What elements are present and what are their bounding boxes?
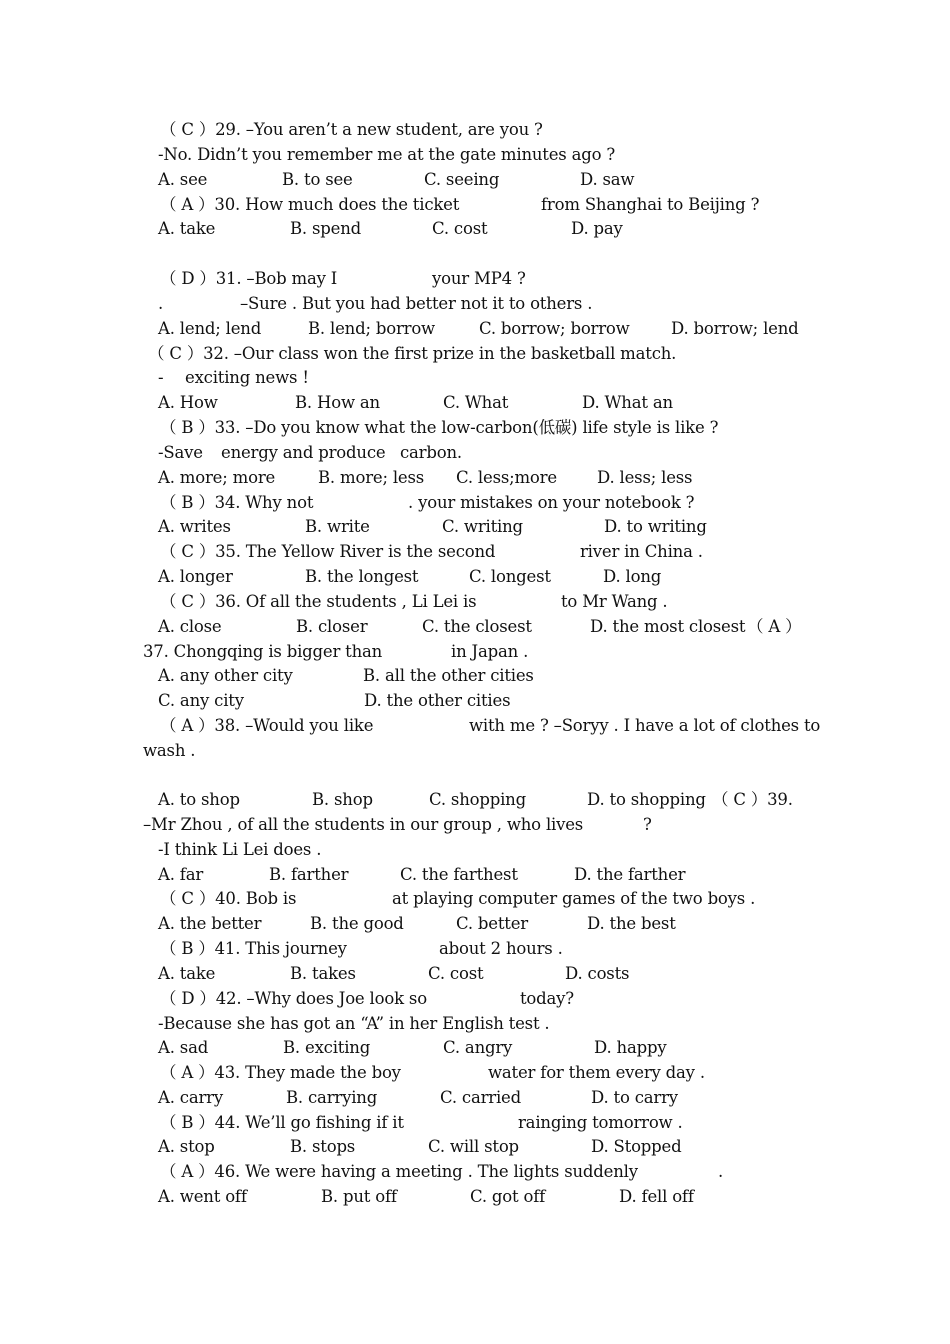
text-line: A. longer (158, 567, 233, 586)
text-line: 37. Chongqing is bigger than (143, 642, 383, 661)
text-line: D. happy (594, 1038, 667, 1057)
text-line: C. cost (432, 219, 488, 238)
text-line: - (158, 368, 164, 387)
text-line: B. the good (310, 914, 404, 933)
text-line: . (158, 294, 164, 313)
text-line: about 2 hours . (439, 939, 563, 958)
text-line: A. stop (158, 1137, 215, 1156)
text-line: C. seeing (424, 170, 500, 189)
text-line: A. to shop (158, 790, 240, 809)
text-line: C. will stop (428, 1137, 519, 1156)
text-line: D. What an (582, 393, 673, 412)
text-line: wash . (143, 741, 196, 760)
text-line: D. Stopped (591, 1137, 682, 1156)
text-line: D. to writing (604, 517, 707, 536)
text-line: B. lend; borrow (308, 319, 435, 338)
text-line: （ B ）41. This journey (160, 939, 347, 958)
text-line: D. borrow; lend (671, 319, 799, 338)
text-line: B. put off (321, 1187, 397, 1206)
text-line: （ A ）43. They made the boy (160, 1063, 401, 1082)
text-line: C. the farthest (400, 865, 518, 884)
text-line: D. costs (565, 964, 630, 983)
text-line: B. shop (312, 790, 373, 809)
text-line: C. writing (442, 517, 523, 536)
text-line: at playing computer games of the two boys . (392, 889, 756, 908)
text-line: （ C ）29. –You aren’t a new student, are you ? (160, 120, 543, 139)
text-line: B. takes (290, 964, 356, 983)
text-line: A. How (158, 393, 218, 412)
text-line: A. see (158, 170, 208, 189)
text-line: B. How an (295, 393, 380, 412)
text-line: today? (520, 989, 574, 1008)
text-line: D. fell off (619, 1187, 694, 1206)
text-line: in Japan . (451, 642, 529, 661)
text-line: B. the longest (305, 567, 419, 586)
text-line: D. long (603, 567, 662, 586)
text-line: carbon. (400, 443, 462, 462)
text-line: from Shanghai to Beijing ? (541, 195, 760, 214)
text-line: B. exciting (283, 1038, 371, 1057)
text-line: C. angry (443, 1038, 513, 1057)
text-line: B. to see (282, 170, 353, 189)
text-line: （ D ）42. –Why does Joe look so (160, 989, 427, 1008)
text-line: B. more; less (318, 468, 425, 487)
text-line: （ C ）40. Bob is (160, 889, 297, 908)
text-line: A. far (158, 865, 204, 884)
text-line: A. take (158, 219, 216, 238)
text-line: your MP4 ? (432, 269, 526, 288)
text-line: C. less;more (456, 468, 557, 487)
text-line: （ A ） (747, 617, 802, 636)
text-line: B. spend (290, 219, 361, 238)
text-line: A. more; more (158, 468, 276, 487)
text-line: A. any other city (158, 666, 293, 685)
text-line: D. pay (571, 219, 623, 238)
text-line: C. longest (469, 567, 551, 586)
text-line: （ A ）30. How much does the ticket (160, 195, 460, 214)
text-line: -I think Li Lei does . (158, 840, 322, 859)
text-line: C. better (456, 914, 528, 933)
text-line: A. writes (158, 517, 231, 536)
text-line: （ A ）38. –Would you like (160, 716, 374, 735)
text-line: （ B ）33. –Do you know what the low-carbon(低碳) life style is like ? (160, 418, 719, 437)
text-line: river in China . (580, 542, 703, 561)
text-line: D. saw (580, 170, 635, 189)
text-line: -Because she has got an “A” in her English test . (158, 1014, 550, 1033)
text-line: B. stops (290, 1137, 356, 1156)
text-line: A. the better (158, 914, 262, 933)
text-line: （ B ）34. Why not (160, 493, 314, 512)
text-line: A. close (158, 617, 222, 636)
text-line: C. got off (470, 1187, 546, 1206)
text-line: C. cost (428, 964, 484, 983)
text-line: A. carry (158, 1088, 223, 1107)
text-line: （ C ）36. Of all the students , Li Lei is (160, 592, 477, 611)
text-line: C. shopping (429, 790, 526, 809)
text-line: –Mr Zhou , of all the students in our group , who lives (143, 815, 584, 834)
text-line: （ C ）39. (712, 790, 793, 809)
text-line: A. take (158, 964, 216, 983)
text-line: water for them every day . (488, 1063, 705, 1082)
text-line: . your mistakes on your notebook ? (408, 493, 695, 512)
text-line: C. What (443, 393, 509, 412)
text-line: B. write (305, 517, 370, 536)
text-line: A. went off (158, 1187, 247, 1206)
text-line: –Sure . But you had better not it to others . (240, 294, 593, 313)
text-line: exciting news ! (185, 368, 309, 387)
text-line: C. any city (158, 691, 244, 710)
text-line: -No. Didn’t you remember me at the gate minutes ago ? (158, 145, 616, 164)
text-line: D. the best (587, 914, 676, 933)
text-line: B. closer (296, 617, 368, 636)
text-line: energy and produce (221, 443, 386, 462)
text-line: rainging tomorrow . (518, 1113, 683, 1132)
text-line: -Save (158, 443, 203, 462)
text-line: D. the most closest (590, 617, 746, 636)
text-line: （ C ）35. The Yellow River is the second (160, 542, 496, 561)
text-line: to Mr Wang . (561, 592, 668, 611)
text-line: D. the other cities (364, 691, 511, 710)
text-line: B. all the other cities (363, 666, 534, 685)
text-line: with me ? –Soryy . I have a lot of clothes to (469, 716, 821, 735)
text-line: （ A ）46. We were having a meeting . The lights suddenly (160, 1162, 638, 1181)
text-line: A. lend; lend (158, 319, 262, 338)
text-line: D. to carry (591, 1088, 678, 1107)
text-line: ? (643, 815, 652, 834)
text-line: （ B ）44. We’ll go fishing if it (160, 1113, 404, 1132)
text-line: D. less; less (597, 468, 693, 487)
text-line: C. the closest (422, 617, 532, 636)
text-line: D. to shopping (587, 790, 706, 809)
text-line: A. sad (158, 1038, 209, 1057)
text-line: C. carried (440, 1088, 521, 1107)
text-line: B. carrying (286, 1088, 378, 1107)
text-line: C. borrow; borrow (479, 319, 630, 338)
text-line: B. farther (269, 865, 349, 884)
text-line: . (718, 1162, 724, 1181)
text-line: （ C ）32. –Our class won the first prize in the basketball match. (148, 344, 677, 363)
text-line: （ D ）31. –Bob may I (160, 269, 338, 288)
text-line: D. the farther (574, 865, 686, 884)
